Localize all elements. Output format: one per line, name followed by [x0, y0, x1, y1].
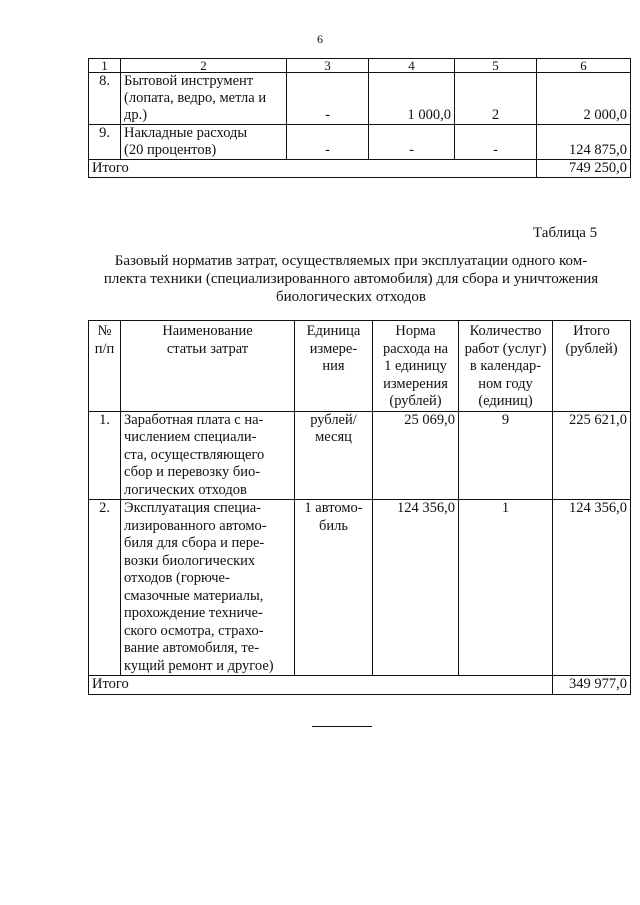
- column-number: 3: [287, 59, 369, 73]
- table-row: [89, 73, 631, 125]
- header-norm: Норма расхода на 1 единицу измерения (рублей): [373, 321, 459, 412]
- row-index: 9.: [89, 125, 121, 160]
- column-number: 2: [121, 59, 287, 73]
- row-index: 2.: [89, 500, 121, 676]
- row-norm: 124 356,0: [373, 500, 459, 676]
- row-total: 124 875,0: [537, 125, 631, 160]
- column-number-row: [89, 59, 631, 73]
- row-norm: 25 069,0: [373, 411, 459, 500]
- row-total: 124 356,0: [553, 500, 631, 676]
- row-item-name: Бытовой инструмент (лопата, ведро, метла и др.): [121, 73, 287, 125]
- row-quantity: 2: [455, 73, 537, 125]
- page-number: 6: [317, 32, 323, 46]
- table-label: Таблица 5: [533, 225, 598, 241]
- column-number: 6: [537, 59, 631, 73]
- row-index: 1.: [89, 411, 121, 500]
- table-row: [89, 500, 631, 676]
- cost-table-continued: [88, 58, 631, 178]
- header-total: Итого (рублей): [553, 321, 631, 412]
- row-item-name: Накладные расходы (20 процентов): [121, 125, 287, 160]
- row-item-name: Заработная плата с на- числением специали- ста, осуществляющего сбор и перевозку био- логических отходов: [121, 411, 295, 500]
- table-header-row: [89, 321, 631, 412]
- header-quantity: Количество работ (услуг) в календар- ном году (единиц): [459, 321, 553, 412]
- total-value: 749 250,0: [537, 160, 631, 178]
- row-quantity: -: [455, 125, 537, 160]
- column-number: 4: [369, 59, 455, 73]
- row-item-name: Эксплуатация специа- лизированного автомо- биля для сбора и пере- возки биологических отходов (горюче- смазочные материалы, прохождение техниче- ского осмотра, страхо- вание автомобиля, те- кущий ремонт и другое): [121, 500, 295, 676]
- row-unit: -: [287, 73, 369, 125]
- row-unit: -: [287, 125, 369, 160]
- table-caption: Базовый норматив затрат, осуществляемых при эксплуатации одного ком- плекта техники (специализированного автомобиля) для сбора и уничтожения биологических отходов: [103, 253, 599, 305]
- column-number: 1: [89, 59, 121, 73]
- row-unit: 1 автомо- биль: [295, 500, 373, 676]
- end-rule: [312, 726, 372, 727]
- row-norm: 1 000,0: [369, 73, 455, 125]
- header-name: Наименование статьи затрат: [121, 321, 295, 412]
- total-row: [89, 160, 631, 178]
- total-label: Итого: [89, 160, 537, 178]
- row-total: 225 621,0: [553, 411, 631, 500]
- row-index: 8.: [89, 73, 121, 125]
- total-value: 349 977,0: [553, 676, 631, 695]
- total-label: Итого: [89, 676, 553, 695]
- header-index: № п/п: [89, 321, 121, 412]
- row-quantity: 1: [459, 500, 553, 676]
- table-row: [89, 125, 631, 160]
- column-number: 5: [455, 59, 537, 73]
- row-total: 2 000,0: [537, 73, 631, 125]
- table-row: [89, 411, 631, 500]
- row-norm: -: [369, 125, 455, 160]
- row-quantity: 9: [459, 411, 553, 500]
- row-unit: рублей/ месяц: [295, 411, 373, 500]
- cost-norm-table: [88, 320, 631, 695]
- total-row: [89, 676, 631, 695]
- header-unit: Единица измере- ния: [295, 321, 373, 412]
